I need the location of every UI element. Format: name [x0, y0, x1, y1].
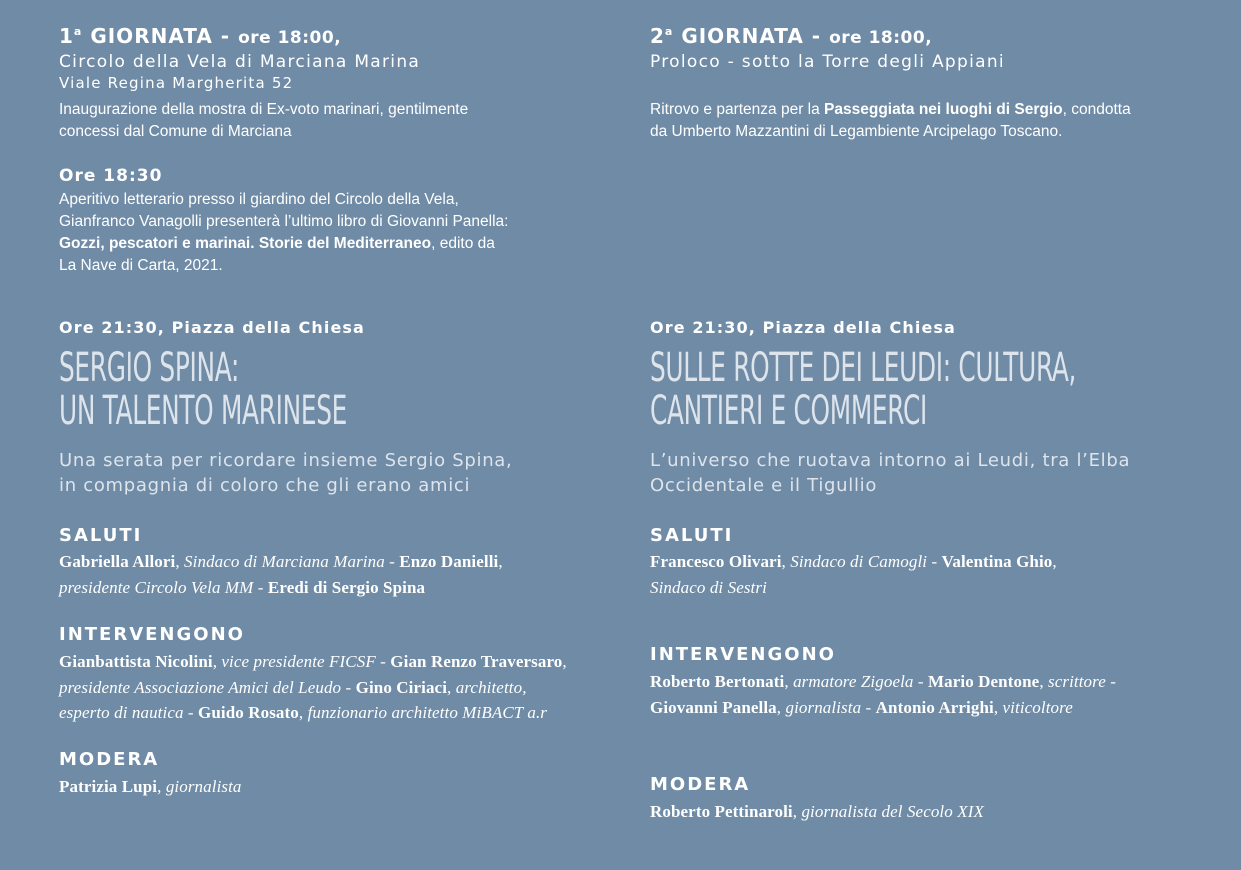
- aperitivo-line: Gianfranco Vanagolli presenterà l’ultimo libro di Giovanni Panella:: [59, 213, 509, 230]
- evening1-subtitle-line: Una serata per ricordare insieme Sergio Spina,: [59, 450, 513, 471]
- day1-dash: -: [220, 24, 231, 48]
- speaker-name: Giovanni Panella: [650, 697, 777, 717]
- evening2-title-line: SULLE ROTTE DEI LEUDI: CULTURA,: [650, 345, 1077, 391]
- speaker-name: Roberto Pettinaroli: [650, 802, 793, 821]
- day2-description-pre: Ritrovo e partenza per la: [650, 101, 825, 118]
- speaker-name: Gian Renzo Traversaro: [390, 652, 563, 671]
- walk-title: Passeggiata nei luoghi di Sergio: [824, 101, 1063, 118]
- modera-line: Roberto Pettinaroli, giornalista del Secolo XIX: [650, 802, 984, 821]
- speaker-name: Guido Rosato: [198, 703, 299, 722]
- day2-dash: -: [811, 24, 822, 48]
- day2-venue: Proloco - sotto la Torre degli Appiani: [650, 52, 1005, 72]
- speaker-role: Sindaco di Camogli: [790, 552, 928, 571]
- speaker-name: Gino Ciriaci: [355, 677, 448, 697]
- day2-description: [650, 99, 1210, 143]
- modera-heading: MODERA: [650, 774, 751, 795]
- day2-description-post: , condotta: [1062, 101, 1131, 118]
- speaker-role: armatore Zigoela: [793, 672, 914, 691]
- intervengono-heading: INTERVENGONO: [59, 624, 245, 645]
- day1-description-line: concessi dal Comune di Marciana: [59, 123, 292, 140]
- speaker-role: esperto di nautica: [59, 703, 184, 722]
- speaker-name: Patrizia Lupi: [59, 777, 158, 796]
- speaker-role: scrittore: [1048, 672, 1106, 691]
- day1-description: [59, 99, 619, 143]
- speaker-role: funzionario architetto MiBACT a.r: [307, 703, 548, 722]
- aperitivo-line: La Nave di Carta, 2021.: [59, 257, 223, 274]
- speaker-name: Eredi di Sergio Spina: [267, 578, 426, 597]
- day2-heading: [650, 24, 932, 48]
- speaker-role: presidente Circolo Vela MM: [59, 578, 254, 597]
- speaker-role: giornalista: [165, 777, 242, 796]
- modera-heading: MODERA: [59, 749, 160, 770]
- aperitivo-line: Aperitivo letterario presso il giardino del Circolo della Vela,: [59, 191, 459, 208]
- evening2-subtitle-line: Occidentale e il Tigullio: [650, 475, 878, 496]
- speaker-role: presidente Associazione Amici del Leudo: [59, 677, 342, 697]
- day2-description-line: [650, 99, 1210, 121]
- day1-heading: [59, 24, 341, 48]
- intervengono-list: [59, 649, 619, 726]
- aperitivo-time: Ore 18:30: [59, 166, 163, 186]
- day1-superscript: a: [73, 25, 83, 38]
- day2-description-line: da Umberto Mazzantini di Legambiente Arcipelago Toscano.: [650, 123, 1063, 140]
- evening2-subtitle-line: L’universo che ruotava intorno ai Leudi, tra l’Elba: [650, 450, 1131, 471]
- speaker-name: Antonio Arrighi: [875, 697, 994, 717]
- book-publisher-prefix: , edito da: [431, 235, 495, 252]
- speaker-role: vice presidente FICSF: [221, 652, 376, 671]
- day1-label: GIORNATA: [90, 24, 213, 48]
- intervengono-line: esperto di nautica - Guido Rosato, funzionario architetto MiBACT a.r: [59, 703, 548, 722]
- evening1-title-line: UN TALENTO MARINESE: [59, 388, 348, 434]
- saluti-line: Gabriella Allori, Sindaco di Marciana Marina - Enzo Danielli,: [59, 552, 503, 571]
- speaker-role: giornalista del Secolo XIX: [801, 802, 984, 821]
- day2-superscript: a: [664, 25, 674, 38]
- speaker-role: giornalista: [785, 697, 862, 717]
- day2-label: GIORNATA: [681, 24, 804, 48]
- evening1-heading: Ore 21:30, Piazza della Chiesa: [59, 318, 365, 337]
- day2-time: ore 18:00,: [829, 28, 933, 48]
- saluti-line: Francesco Olivari, Sindaco di Camogli - Valentina Ghio,: [650, 552, 1057, 571]
- speaker-role: Sindaco di Marciana Marina: [184, 552, 385, 571]
- intervengono-line: presidente Associazione Amici del Leudo - Gino Ciriaci, architetto,: [59, 677, 527, 697]
- evening2-title-line: CANTIERI E COMMERCI: [650, 388, 927, 434]
- evening1-subtitle-line: in compagnia di coloro che gli erano amici: [59, 475, 471, 496]
- day1-number: 1: [59, 24, 74, 48]
- day1-venue: Circolo della Vela di Marciana Marina: [59, 52, 421, 72]
- intervengono-line: Giovanni Panella, giornalista - Antonio Arrighi, viticoltore: [650, 697, 1073, 717]
- evening2-heading: Ore 21:30, Piazza della Chiesa: [650, 318, 956, 337]
- saluti-heading: SALUTI: [650, 525, 734, 546]
- modera-line: Patrizia Lupi, giornalista: [59, 777, 242, 796]
- saluti-line: presidente Circolo Vela MM - Eredi di Sergio Spina: [59, 578, 426, 597]
- speaker-role: architetto,: [455, 677, 527, 697]
- intervengono-heading: INTERVENGONO: [650, 644, 836, 665]
- evening2-subtitle: [650, 448, 1210, 498]
- speaker-role: viticoltore: [1002, 697, 1073, 717]
- intervengono-list: [650, 669, 1210, 720]
- speaker-name: Enzo Danielli: [399, 552, 499, 571]
- evening1-title-line: SERGIO SPINA:: [59, 345, 240, 391]
- intervengono-line: Roberto Bertonati, armatore Zigoela - Mario Dentone, scrittore -: [650, 672, 1117, 691]
- saluti-list: [59, 549, 619, 601]
- day1-description-line: Inaugurazione della mostra di Ex-voto marinari, gentilmente: [59, 101, 469, 118]
- aperitivo-description: [59, 189, 619, 277]
- aperitivo-line: [59, 233, 619, 255]
- intervengono-line: Gianbattista Nicolini, vice presidente FICSF - Gian Renzo Traversaro,: [59, 652, 567, 671]
- book-title: Gozzi, pescatori e marinai. Storie del Mediterraneo: [59, 235, 432, 252]
- speaker-name: Valentina Ghio: [941, 552, 1053, 571]
- saluti-heading: SALUTI: [59, 525, 143, 546]
- evening1-title: [59, 347, 347, 433]
- speaker-name: Francesco Olivari: [650, 552, 782, 571]
- saluti-line: [650, 575, 1210, 601]
- evening1-subtitle: [59, 448, 619, 498]
- speaker-name: Mario Dentone: [928, 672, 1040, 691]
- speaker-name: Roberto Bertonati: [650, 672, 785, 691]
- speaker-role: Sindaco di Sestri: [650, 578, 767, 597]
- day2-number: 2: [650, 24, 665, 48]
- day1-time: ore 18:00,: [238, 28, 342, 48]
- day1-address: Viale Regina Margherita 52: [59, 74, 294, 92]
- speaker-name: Gianbattista Nicolini: [59, 652, 213, 671]
- speaker-name: Gabriella Allori: [59, 552, 176, 571]
- saluti-list: [650, 549, 1210, 601]
- evening2-title: [650, 347, 1076, 433]
